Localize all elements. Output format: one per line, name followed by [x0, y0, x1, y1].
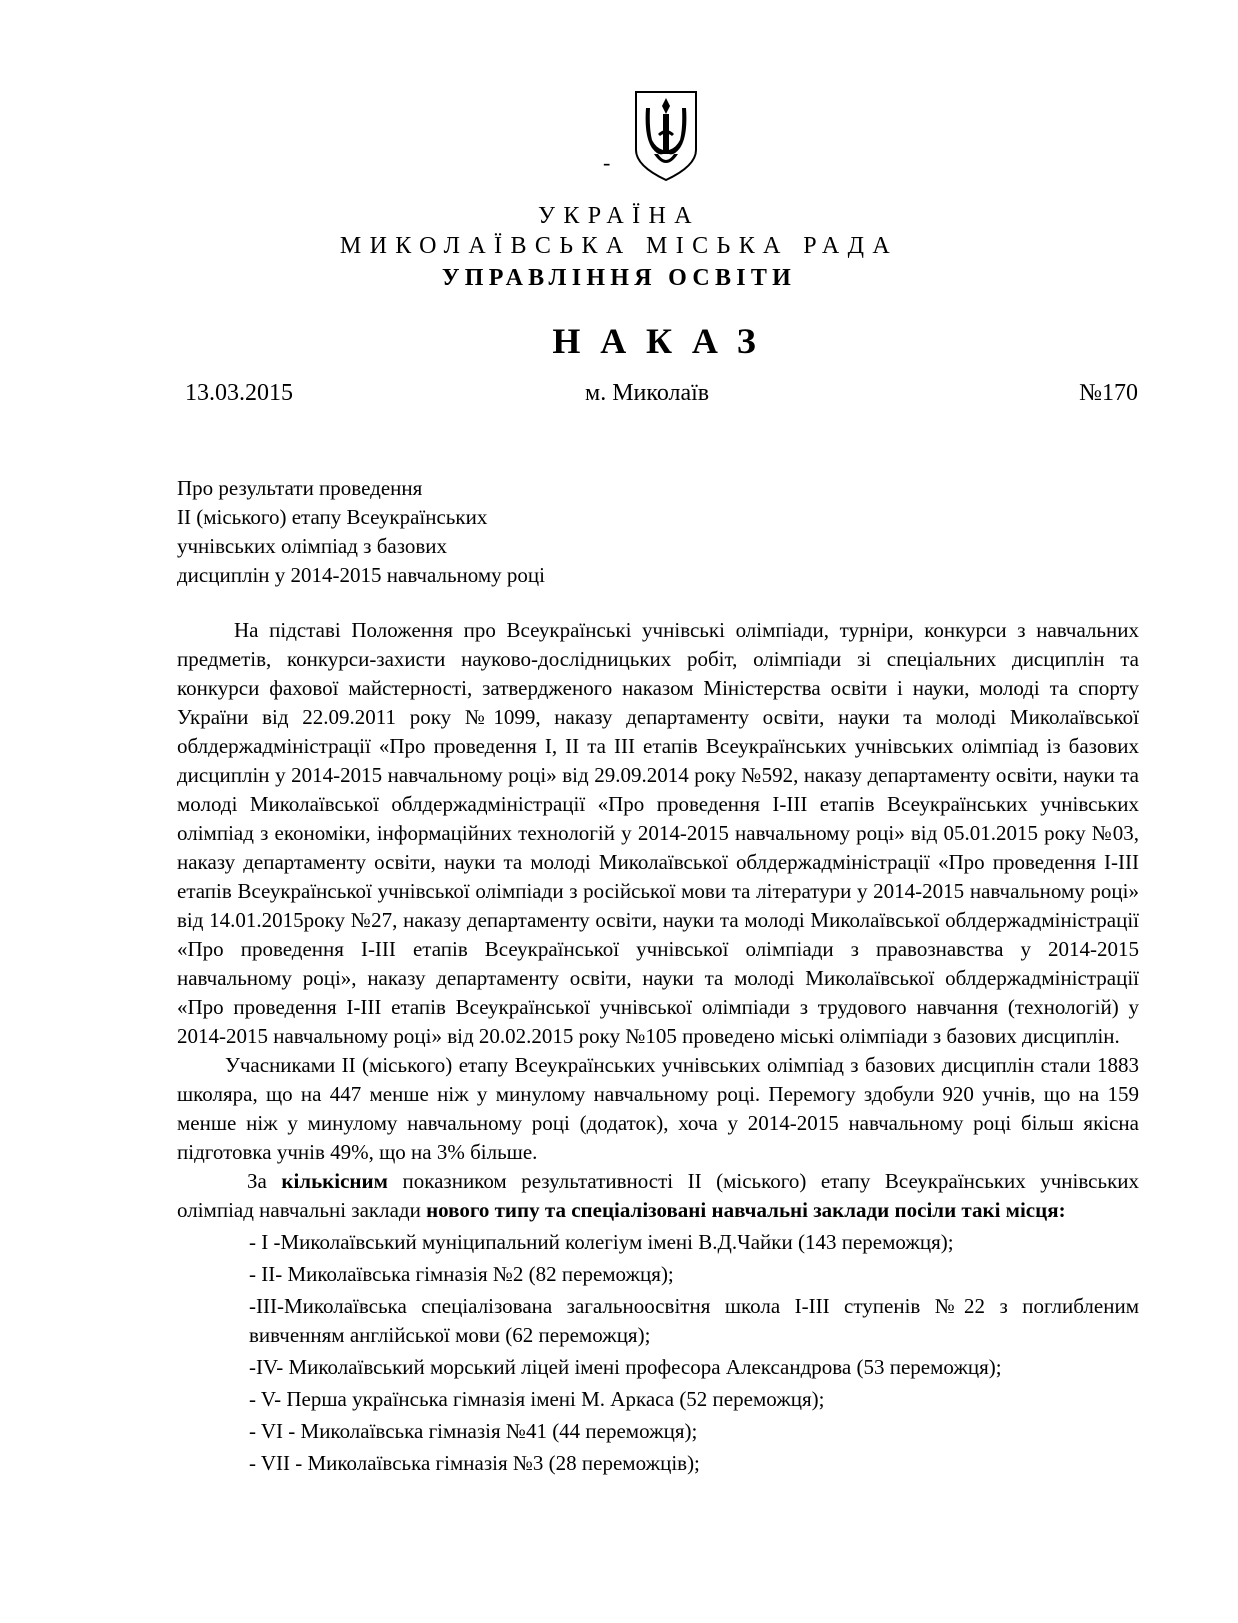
- ranking-list: [177, 1228, 1139, 1478]
- text-span: За: [247, 1169, 282, 1193]
- bold-text: кількісним: [281, 1169, 388, 1193]
- body-paragraph: Учасниками II (міського) етапу Всеукраїнських учнівських олімпіад з базових дисциплін стали 1883 школяра, що на 447 менше ніж у минулому навчальному році. Перемогу здобули 920 учнів, що на 159 менше ніж у минулому навчальному році (додаток), хоча у 2014-2015 навчальному році більш якісна підготовка учнів 49%, що на 3% більше.: [177, 1053, 1139, 1164]
- order-body: [177, 616, 1139, 1478]
- emblem-mark: -: [603, 150, 611, 175]
- order-subject: [177, 474, 545, 590]
- list-item: - V- Перша українська гімназія імені М. Аркаса (52 переможця);: [249, 1387, 825, 1411]
- council-name: МИКОЛАЇВСЬКА МІСЬКА РАДА: [339, 233, 899, 259]
- text-span: показником результативності II (міського) етапу Всеукраїнських учнівських олімпіад навчальні заклади: [177, 1169, 1140, 1222]
- order-number: №170: [1079, 380, 1138, 406]
- department-name: УПРАВЛІННЯ ОСВІТИ: [441, 265, 797, 291]
- list-item: -IV- Миколаївський морський ліцей імені професора Александрова (53 переможця);: [249, 1355, 1002, 1379]
- order-date: 13.03.2015: [185, 380, 293, 406]
- list-item: - II- Миколаївська гімназія №2 (82 переможця);: [249, 1262, 674, 1286]
- list-item: - VII - Миколаївська гімназія №3 (28 переможців);: [249, 1451, 700, 1475]
- subject-line: дисциплін у 2014-2015 навчальному році: [177, 563, 546, 587]
- list-item: -III-Миколаївська спеціалізована загальноосвітня школа I-III ступенів №22 з поглибленим вивченням англійської мови (62 переможця);: [249, 1294, 1139, 1347]
- bold-text: нового типу та спеціалізовані навчальні заклади посіли такі місця:: [426, 1198, 1066, 1222]
- list-item: - I -Миколаївський муніципальний колегіум імені В.Д.Чайки (143 переможця);: [249, 1230, 954, 1254]
- body-paragraph: На підставі Положення про Всеукраїнські учнівські олімпіади, турніри, конкурси з навчальних предметів, конкурси-захисти науково-дослідницьких робіт, олімпіади зі спеціальних дисциплін та конкурси фахової майстерності, затвердженого наказом Міністерства освіти і науки, молоді та спорту України від 22.09.2011 року №1099, наказу департаменту освіти, науки та молоді Миколаївської облдержадміністрації «Про проведення I, II та III етапів Всеукраїнських учнівських олімпіад із базових дисциплін у 2014-2015 навчальному році» від 29.09.2014 року №592, наказу департаменту освіти, науки та молоді Миколаївської облдержадміністрації «Про проведення I-III етапів Всеукраїнських учнівських олімпіад з економіки, інформаційних технологій у 2014-2015 навчальному році» від 05.01.2015 року №03, наказу департаменту освіти, науки та молоді Миколаївської облдержадміністрації «Про проведення I-III етапів Всеукраїнської учнівської олімпіади з російської мови та літератури у 2014-2015 навчальному році» від 14.01.2015року №27, наказу департаменту освіти, науки та молоді Миколаївської облдержадміністрації «Про проведення I-III етапів Всеукраїнської учнівської олімпіади з правознавства у 2014-2015 навчальному році», наказу департаменту освіти, науки та молоді Миколаївської облдержадміністрації «Про проведення I-III етапів Всеукраїнської учнівської олімпіади з трудового навчання (технологій) у 2014-2015 навчальному році» від 20.02.2015 року №105 проведено міські олімпіади з базових дисциплін.: [177, 618, 1139, 1048]
- document-type: НАКАЗ: [552, 321, 776, 361]
- trident-icon: [630, 88, 702, 184]
- subject-line: учнівських олімпіад з базових: [177, 534, 448, 558]
- list-item: - VI - Миколаївська гімназія №41 (44 переможця);: [249, 1419, 698, 1443]
- country-name: УКРАЇНА: [537, 203, 701, 229]
- subject-line: II (міського) етапу Всеукраїнських: [177, 505, 488, 529]
- body-paragraph: [177, 1167, 1139, 1225]
- order-city: м. Миколаїв: [585, 380, 710, 406]
- subject-line: Про результати проведення: [177, 476, 423, 500]
